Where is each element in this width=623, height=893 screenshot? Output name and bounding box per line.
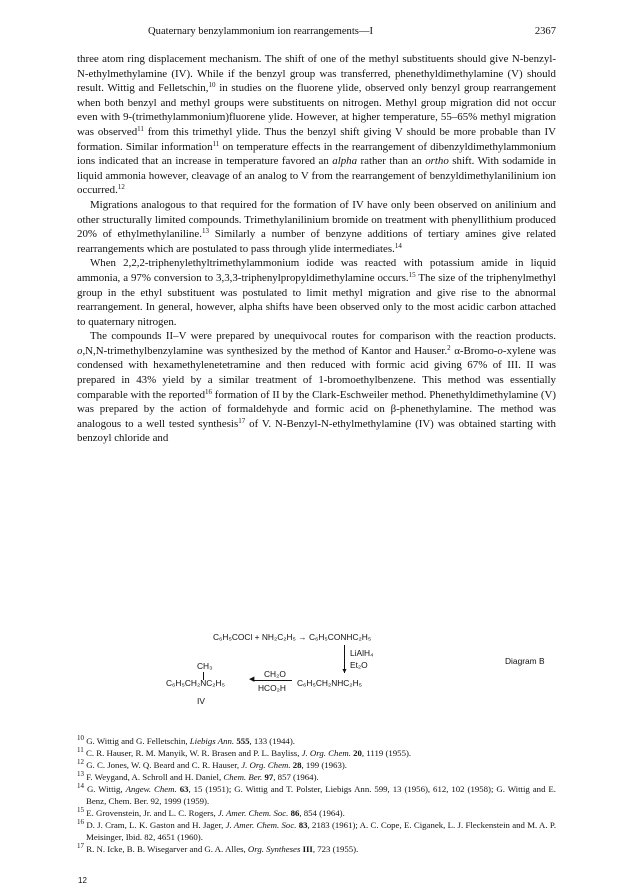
text: three atom ring displacement mechanism. The shift of one of the methyl substituents should give N-benzyl-N-ethylmethylamine (IV). While if the benzyl group was transferred, phenethyldimethylamine (V) should result. Wittig and Felletschin, bbox=[77, 53, 556, 95]
paragraph-2 bbox=[77, 198, 556, 256]
journal: Angew. Chem. bbox=[125, 784, 177, 794]
text: from this trimethyl ylide. Thus the benzyl shift giving V should be more probable than IV formation. Similar information bbox=[77, 125, 556, 153]
text: , 857 (1964). bbox=[273, 772, 319, 782]
journal: J. Amer. Chem. Soc. bbox=[217, 808, 289, 818]
text: Similarly a number of benzyne additions of tertiary amines give related rearrangements which are postulated to pass through ylide intermediates. bbox=[77, 228, 556, 255]
reference-mark: 10 bbox=[208, 81, 216, 90]
journal: J. Amer. Chem. Soc. bbox=[225, 820, 297, 830]
text: rather than an bbox=[357, 155, 426, 168]
text: G. Wittig, bbox=[86, 784, 126, 794]
journal: Liebigs Ann. bbox=[189, 736, 235, 746]
footnote bbox=[77, 735, 556, 747]
text: C. R. Hauser, R. M. Manyik, W. R. Brasen and P. L. Bayliss, bbox=[85, 748, 302, 758]
text: , 15 (1951); G. Wittig and T. Polster, Liebigs Ann. 599, 13 (1956), 612, 102 (1958); G. Wittig and E. Benz, Chem. Ber. 92, 1999 (1959). bbox=[86, 784, 557, 806]
reference-mark: 13 bbox=[201, 227, 209, 236]
paragraph-4 bbox=[77, 329, 556, 446]
volume: 97 bbox=[264, 772, 274, 782]
diagram-label: Diagram B bbox=[505, 656, 545, 666]
journal: Chem. Ber. bbox=[223, 772, 263, 782]
italic-text: ortho bbox=[425, 155, 449, 168]
text: formation of II by the Clark-Eschweiler method. Phenethyldimethylamine (V) was prepared by the action of formaldehyde and formic acid on β-phenethylamine. The method was analogous to a well tested synthesis bbox=[77, 388, 556, 430]
text: shift. With sodamide in liquid ammonia however, cleavage of an analog to V from the rearrangement of benzyldimethylanilinium ion occurred. bbox=[77, 155, 556, 197]
reference-mark: 16 bbox=[205, 387, 213, 396]
left-arrow-head: ◀ bbox=[249, 676, 255, 683]
page-number: 2367 bbox=[534, 26, 556, 37]
footnote bbox=[77, 843, 556, 855]
scheme-line-1: C₆H₅COCl + NH₂C₂H₅ → C₆H₅CONHC₂H₅ bbox=[213, 632, 372, 642]
journal: Org. Syntheses bbox=[247, 844, 301, 854]
volume: 63 bbox=[179, 784, 189, 794]
text: of V. N-Benzyl-N-ethylmethylamine (IV) was obtained starting with benzoyl chloride and bbox=[77, 417, 556, 445]
footnote bbox=[77, 759, 556, 771]
footnote-number: 15 bbox=[77, 806, 84, 814]
footnote bbox=[77, 783, 556, 807]
text: G. Wittig and G. Felletschin, bbox=[86, 736, 190, 746]
italic-text: alpha bbox=[332, 155, 358, 168]
reference-mark: 11 bbox=[212, 139, 220, 148]
italic-text: o bbox=[77, 344, 83, 357]
reagent-hco2h: HCO₂H bbox=[258, 683, 286, 693]
text: D. J. Cram, L. K. Gaston and H. Jager, bbox=[86, 820, 226, 830]
reference-mark: 14 bbox=[394, 241, 402, 250]
paragraph-3 bbox=[77, 256, 556, 329]
paragraph-1 bbox=[77, 52, 556, 198]
footnotes bbox=[77, 735, 556, 855]
footnote-number: 14 bbox=[77, 782, 84, 790]
footnote-number: 13 bbox=[77, 770, 84, 778]
running-header bbox=[78, 26, 556, 42]
text: , 854 (1964). bbox=[299, 808, 345, 818]
journal: J. Org. Chem. bbox=[241, 760, 291, 770]
footnote-number: 10 bbox=[77, 734, 84, 742]
italic-text: o bbox=[497, 344, 503, 357]
journal: J. Org. Chem. bbox=[301, 748, 351, 758]
footnote bbox=[77, 747, 556, 759]
reference-mark: 2 bbox=[447, 343, 451, 352]
intermediate-formula: C₆H₅CH₂NHC₂H₅ bbox=[297, 678, 363, 688]
text: , 2183 (1961); A. C. Cope, E. Ciganek, L. J. Fleckenstein and M. A. P. Meisinger, Ibid. 82, 4651 (1960). bbox=[86, 820, 557, 842]
volume: III bbox=[302, 844, 313, 854]
volume: 555 bbox=[236, 736, 250, 746]
reagent-ch2o: CH₂O bbox=[264, 669, 286, 679]
footnote bbox=[77, 771, 556, 783]
down-arrow-head: ▼ bbox=[341, 668, 348, 675]
text: F. Weygand, A. Schroll and H. Daniel, bbox=[86, 772, 224, 782]
reagent-lialh4: LiAlH₄ bbox=[350, 648, 374, 658]
text: The size of the triphenylmethyl group in the ethyl substituent was postulated to limit methyl migration and give rise to the abnormal rearrangement. In general, however, alpha shifts have been observed only to the most acidic carbon attached to quaternary nitrogen. bbox=[77, 271, 556, 328]
methyl-group: CH₃ bbox=[197, 661, 213, 671]
volume: 83 bbox=[298, 820, 308, 830]
text: R. N. Icke, B. B. Wisegarver and G. A. Alles, bbox=[86, 844, 248, 854]
text: -xylene was condensed with hexamethylenetetramine and then reduced with formic acid giving 67% of III. II was prepared in 43% yield by a similar treatment of 1-bromoethylbenzene. This method was essentially comparable with the reported bbox=[77, 344, 556, 401]
reference-mark: 11 bbox=[137, 124, 144, 133]
signature-mark: 12 bbox=[78, 876, 87, 885]
compound-label-iv: IV bbox=[197, 696, 205, 706]
text: G. C. Jones, W. Q. Beard and C. R. Hauser, bbox=[86, 760, 242, 770]
volume: 20 bbox=[353, 748, 362, 758]
text: , 1119 (1955). bbox=[361, 748, 412, 758]
text: on temperature effects in the rearrangement of dibenzyldimethylammonium ions indicated that an increase in temperature favored an bbox=[77, 140, 556, 168]
footnote-number: 17 bbox=[77, 842, 84, 850]
text: in studies on the fluorene ylide, observed only benzyl group rearrangement when both benzyl and methyl groups were substituents on nitrogen. Methyl group migration did not occur even with 9-(trimethylammonium)fluorene ylide. However, at higher temperature, 55–65% methyl migration was observed bbox=[77, 82, 556, 138]
reference-mark: 12 bbox=[117, 183, 125, 192]
body-text bbox=[77, 52, 556, 446]
footnote-number: 16 bbox=[77, 818, 84, 826]
text: E. Grovenstein, Jr. and L. C. Rogers, bbox=[86, 808, 218, 818]
text: Migrations analogous to that required for the formation of IV have only been observed on anilinium and other structurally limited compounds. Trimethylanilinium bromide on treatment with phenyllithium produced 20% of ethylmethylaniline. bbox=[77, 198, 556, 241]
text: α-Bromo- bbox=[450, 344, 498, 357]
text: When 2,2,2-triphenylethyltrimethylammonium iodide was reacted with potassium amide in liquid ammonia, a 97% conversion to 3,3,3-triphenylpropyldimethylamine occurs. bbox=[77, 257, 556, 284]
volume: 86 bbox=[290, 808, 300, 818]
text: , 723 (1955). bbox=[312, 844, 359, 854]
footnote-number: 12 bbox=[77, 758, 84, 766]
reaction-scheme bbox=[110, 632, 570, 714]
text: The compounds II–V were prepared by unequivocal routes for comparison with the reaction products. bbox=[90, 330, 556, 343]
left-arrow-shaft bbox=[254, 680, 292, 681]
reference-mark: 15 bbox=[408, 270, 416, 279]
footnote-number: 11 bbox=[77, 746, 84, 754]
product-formula: C₆H₅CH₂NC₂H₅ bbox=[166, 678, 225, 688]
text: , 199 (1963). bbox=[301, 760, 347, 770]
reference-mark: 17 bbox=[238, 416, 246, 425]
footnote bbox=[77, 819, 556, 843]
footnote bbox=[77, 807, 556, 819]
running-title: Quaternary benzylammonium ion rearrangements—I bbox=[148, 26, 374, 37]
reagent-et2o: Et₂O bbox=[350, 660, 368, 670]
text: , 133 (1944). bbox=[249, 736, 295, 746]
text: ,N,N-trimethylbenzylamine was synthesized by the method of Kantor and Hauser. bbox=[82, 344, 448, 357]
volume: 28 bbox=[292, 760, 302, 770]
